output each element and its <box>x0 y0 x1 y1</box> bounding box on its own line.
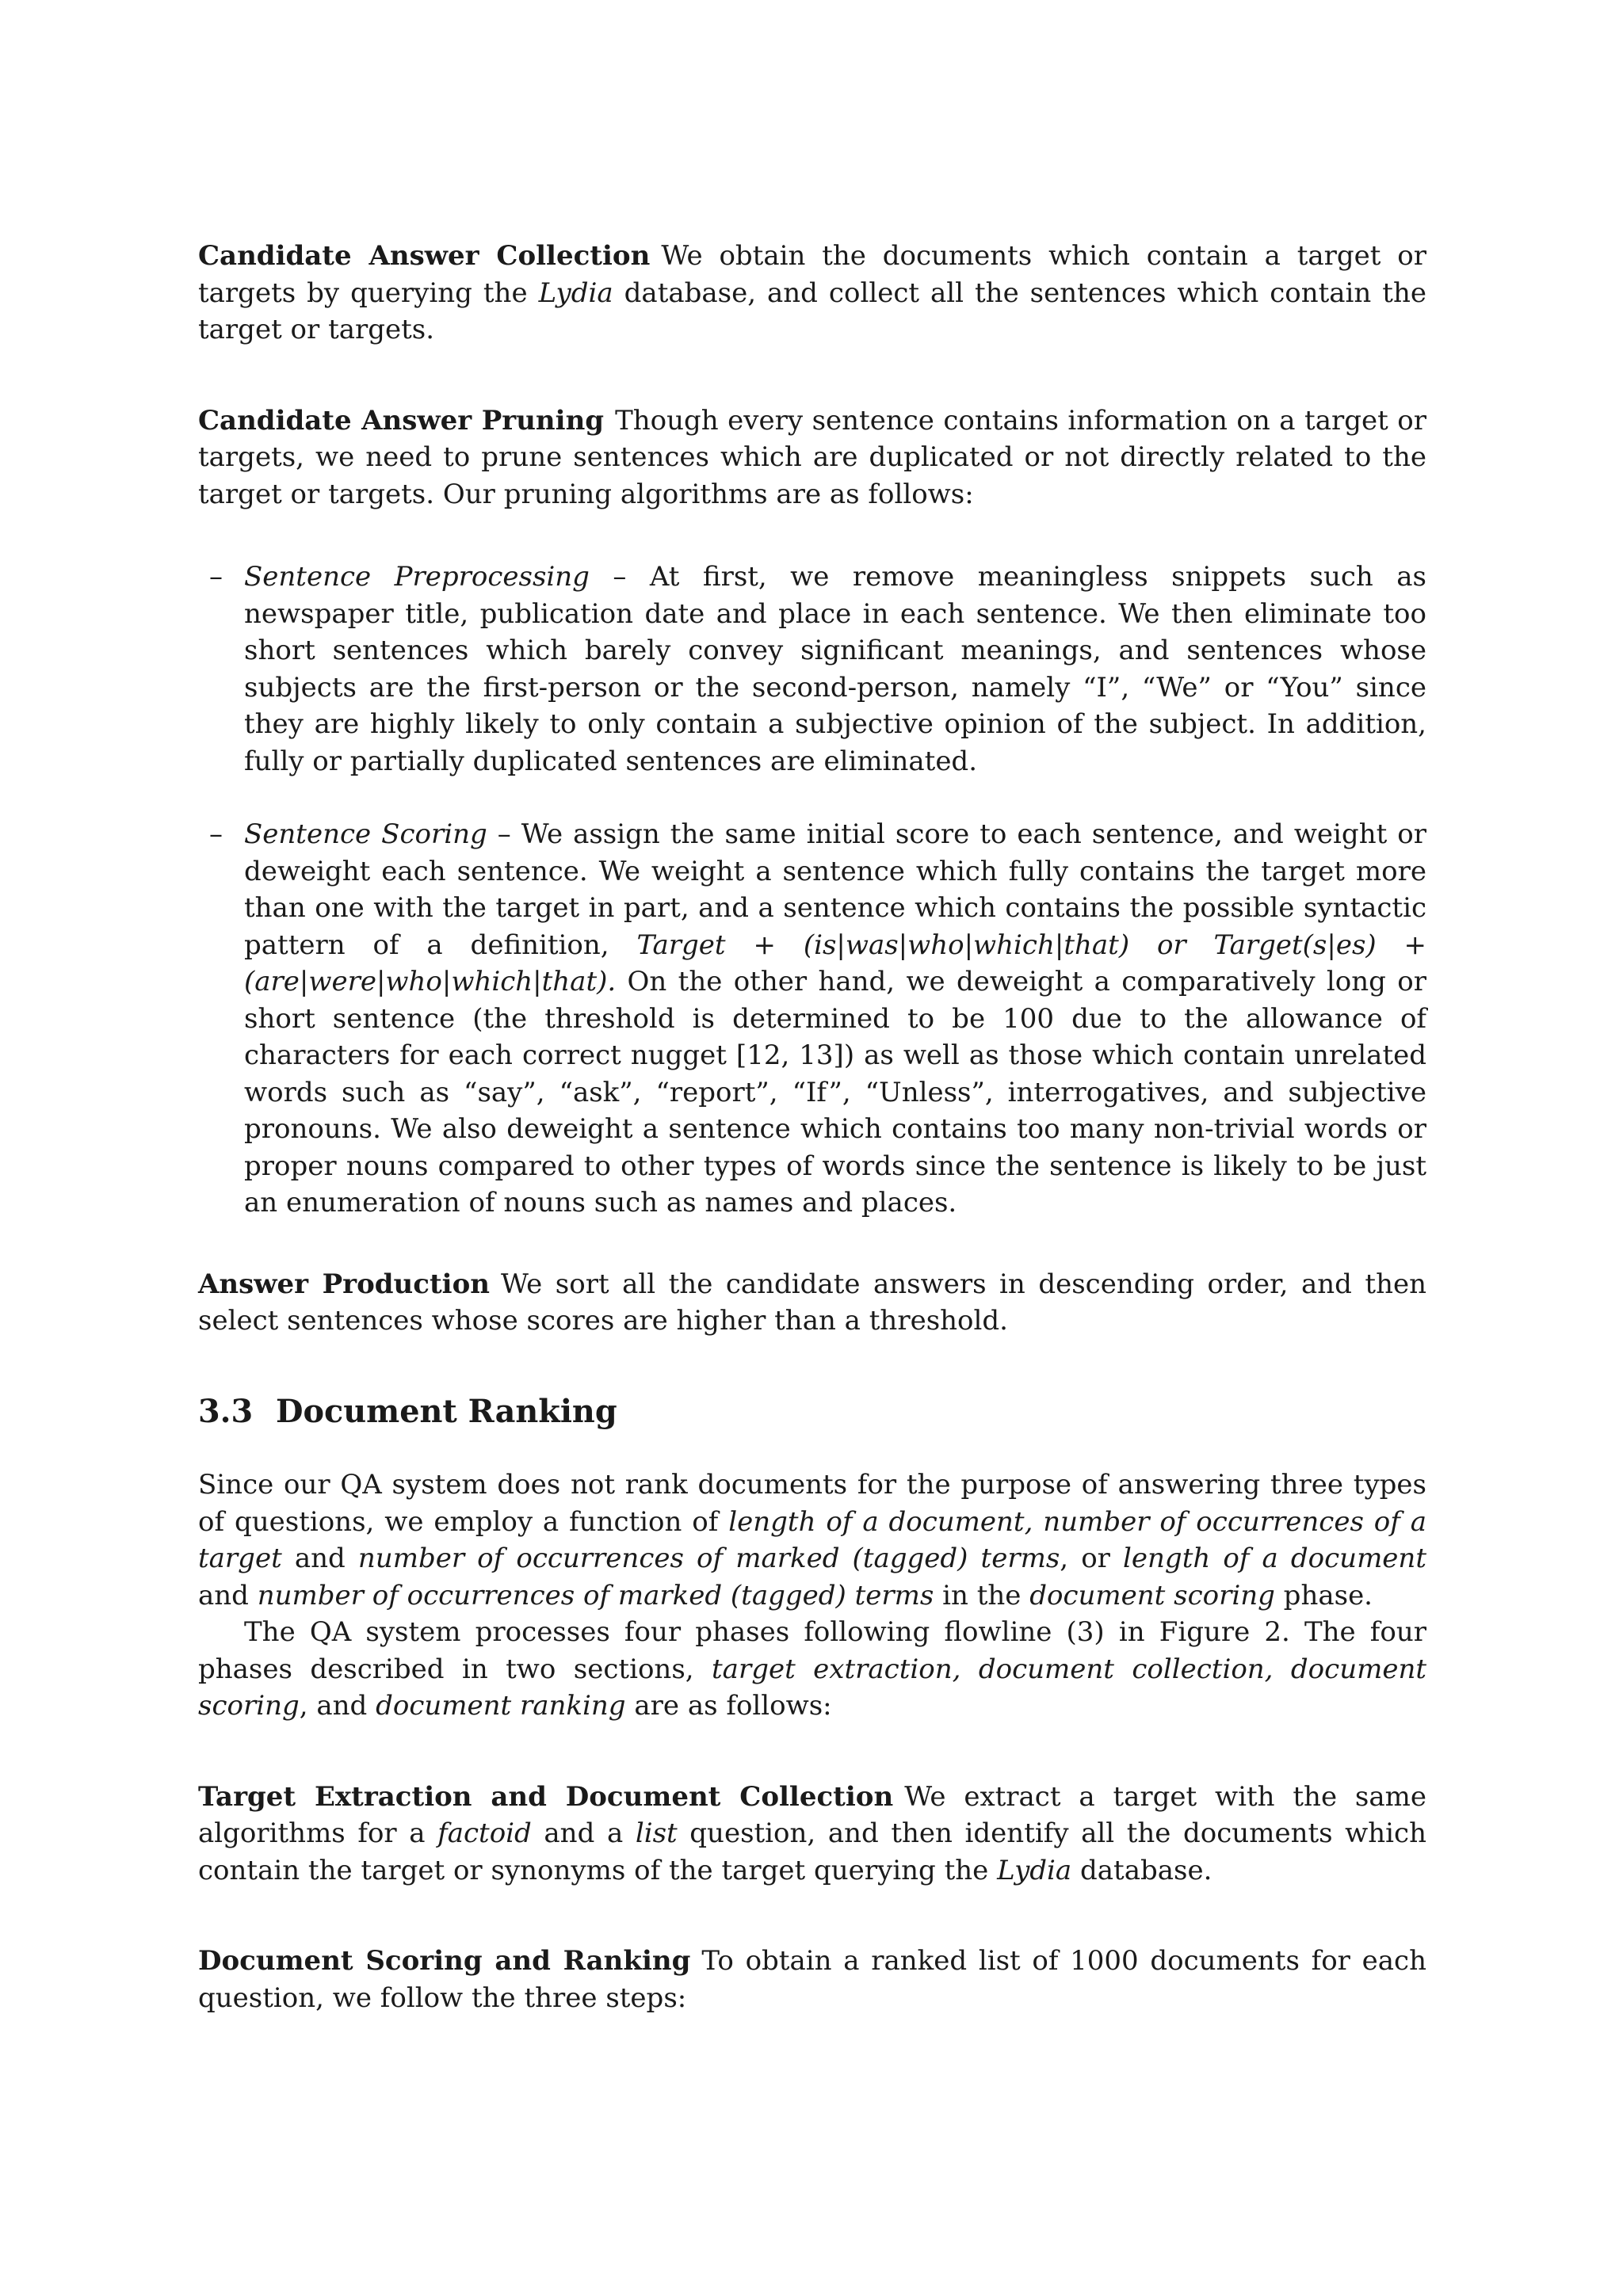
runin-heading: Target Extraction and Document Collection <box>198 1780 894 1813</box>
runin-heading: Document Scoring and Ranking <box>198 1945 691 1977</box>
italic-term: number of occurrences of marked (tagged) terms <box>357 1543 1060 1574</box>
body-text: and a <box>531 1817 636 1849</box>
body-text: Though every sentence contains information on a target or targets, we need to prune sentences which are duplicated or not directly related to the target or targets. Our pruning algorithms are as follows: <box>198 404 1426 510</box>
body-text: question, and then identify all the documents which contain the target or synonyms of the target querying the <box>198 1817 1426 1886</box>
italic-term: Lydia <box>997 1854 1072 1886</box>
body-text: We sort all the candidate answers in descending order, and then select sentences whose scores are higher than a threshold. <box>198 1268 1426 1337</box>
paragraph-answer-production <box>198 1266 1426 1340</box>
italic-term: document ranking <box>376 1690 626 1722</box>
body-text: in the <box>934 1579 1030 1611</box>
italic-label: Sentence Preprocessing <box>244 561 590 593</box>
dash-bullet: – <box>209 561 223 593</box>
list-item <box>198 559 1426 780</box>
paragraph-ranking-intro <box>198 1466 1426 1614</box>
runin-heading: Candidate Answer Collection <box>198 240 651 272</box>
body-text: Since our QA system does not rank documents for the purpose of answering three types of questions, we employ a function of <box>198 1469 1426 1538</box>
italic-label: Sentence Scoring <box>244 818 487 850</box>
italic-term: length of a document, number of occurrences of a target <box>198 1505 1427 1574</box>
body-text: The QA system processes four phases following flowline (3) in Figure 2. The four phases described in two sections, <box>198 1616 1426 1685</box>
italic-term: target extraction, document collection, document scoring <box>198 1653 1427 1722</box>
italic-term: document scoring <box>1029 1579 1275 1611</box>
body-text: , and <box>299 1690 376 1722</box>
body-text: , or <box>1060 1543 1124 1574</box>
body-text: are as follows: <box>625 1690 832 1722</box>
paper-page <box>198 238 1426 2016</box>
section-heading <box>198 1394 1426 1431</box>
italic-term: length of a document <box>1123 1543 1426 1574</box>
body-text: and <box>198 1579 258 1611</box>
italic-pattern: Target + (is|was|who|which|that) or Target(s|es) + (are|were|who|which|that). <box>244 929 1427 997</box>
body-text: and <box>281 1543 358 1574</box>
body-text: phase. <box>1274 1579 1373 1611</box>
body-text: database. <box>1071 1854 1212 1886</box>
paragraph-document-scoring <box>198 1943 1426 2016</box>
pruning-algorithm-list <box>198 559 1426 1222</box>
body-text: – We assign the same initial score to each sentence, and weight or deweight each sentence. We weight a sentence which fully contains the target more than one with the target in part, and a sentence which contains the possible syntactic pattern of a definition, <box>244 818 1426 961</box>
italic-term: factoid <box>437 1817 532 1849</box>
section-title: Document Ranking <box>276 1393 617 1430</box>
body-text: On the other hand, we deweight a comparatively long or short sentence (the threshold is determined to be 100 due to the allowance of characters for each correct nugget [12, 13]) as well as those which contain unrelated words such as “say”, “ask”, “report”, “If”, “Unless”, interrogatives, and subjective pronouns. We also deweight a sentence which contains too many non-trivial words or proper nouns compared to other types of words since the sentence is likely to be just an enumeration of nouns such as names and places. <box>244 966 1426 1219</box>
italic-term: list <box>635 1817 678 1849</box>
runin-heading: Candidate Answer Pruning <box>198 404 605 437</box>
body-text: To obtain a ranked list of 1000 documents for each question, we follow the three steps: <box>198 1945 1426 2014</box>
italic-term: Lydia <box>538 277 613 309</box>
runin-heading: Answer Production <box>198 1268 490 1300</box>
dash-bullet: – <box>209 818 223 850</box>
italic-term: number of occurrences of marked (tagged) terms <box>257 1579 934 1611</box>
body-text: We extract a target with the same algorithms for a <box>198 1780 1426 1849</box>
body-text: We obtain the documents which contain a target or targets by querying the <box>198 240 1427 309</box>
paragraph-target-extraction <box>198 1779 1426 1890</box>
paragraph-phases <box>198 1614 1426 1725</box>
body-text: database, and collect all the sentences which contain the target or targets. <box>198 277 1426 345</box>
paragraph-candidate-answer-collection <box>198 238 1426 349</box>
section-number: 3.3 <box>198 1393 254 1430</box>
paragraph-candidate-answer-pruning <box>198 402 1426 513</box>
body-text: – At first, we remove meaningless snippets such as newspaper title, publication date and place in each sentence. We then eliminate too short sentences which barely convey significant meanings, and sentences whose subjects are the first-person or the second-person, namely “I”, “We” or “You” since they are highly likely to only contain a subjective opinion of the subject. In addition, fully or partially duplicated sentences are eliminated. <box>244 561 1426 777</box>
list-item <box>198 816 1426 1222</box>
